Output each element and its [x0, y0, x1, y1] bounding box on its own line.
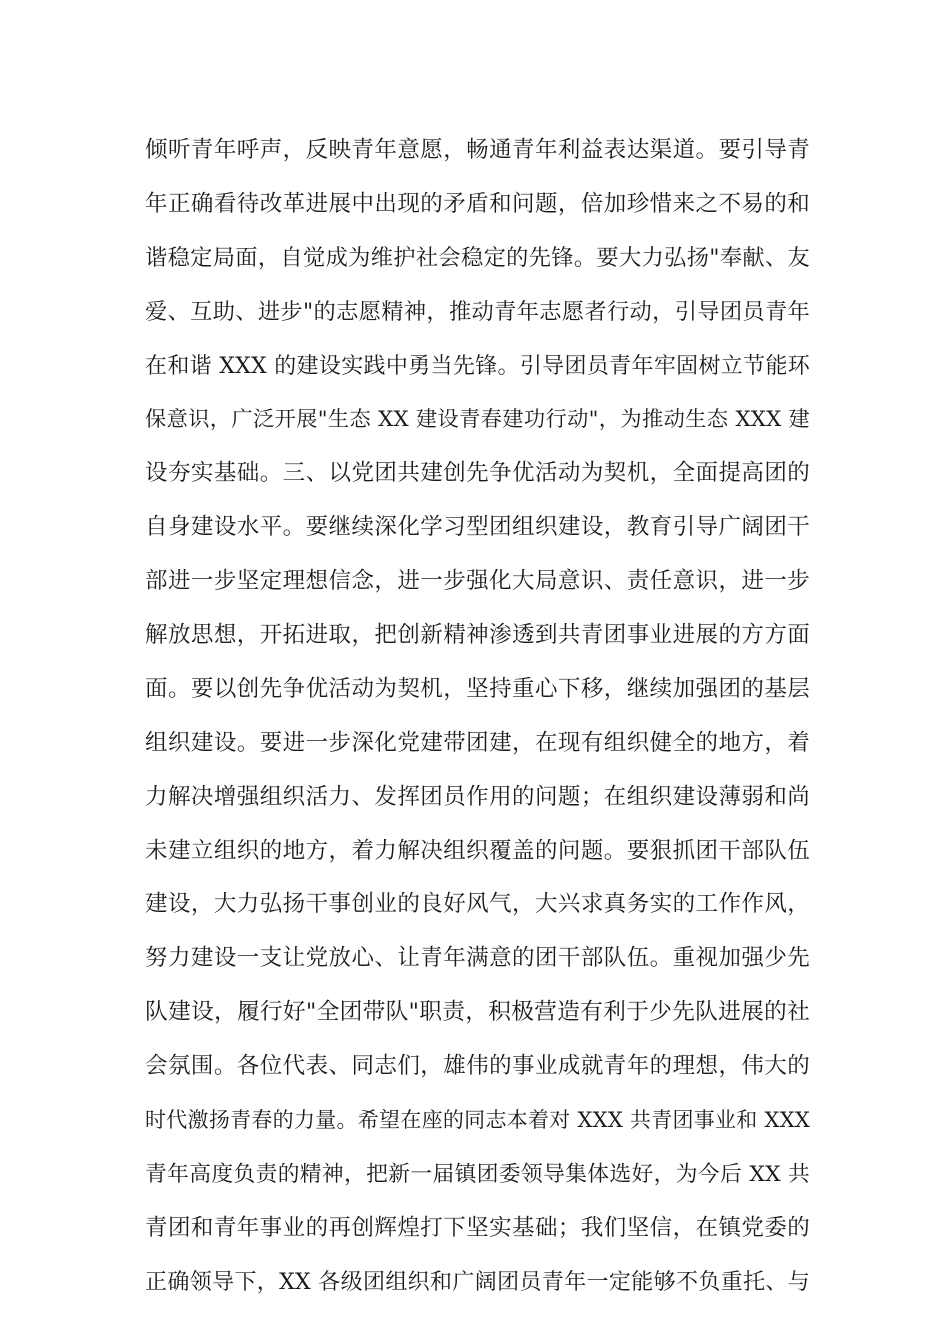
- text-line: 队建设，履行好"全团带队"职责，积极营造有利于少先队进展的社: [145, 999, 810, 1026]
- text-line: 倾听青年呼声，反映青年意愿，畅通青年利益表达渠道。要引导青: [145, 137, 810, 163]
- text-line: 在和谐 XXX 的建设实践中勇当先锋。引导团员青年牢固树立节能环: [145, 353, 810, 379]
- text-line: 年正确看待改革进展中出现的矛盾和问题，倍加珍惜来之不易的和: [145, 190, 810, 217]
- text-line: 谐稳定局面，自觉成为维护社会稳定的先锋。要大力弘扬"奉献、友: [145, 244, 810, 271]
- text-line: 解放思想，开拓进取，把创新精神渗透到共青团事业进展的方方面: [145, 622, 810, 649]
- text-line: 青年高度负责的精神，把新一届镇团委领导集体选好，为今后 XX 共: [145, 1161, 810, 1187]
- text-line: 自身建设水平。要继续深化学习型团组织建设，教育引导广阔团干: [145, 514, 810, 541]
- text-line: 力解决增强组织活力、发挥团员作用的问题；在组织建设薄弱和尚: [145, 783, 810, 810]
- text-line: 部进一步坚定理想信念，进一步强化大局意识、责任意识，进一步: [145, 568, 810, 595]
- text-line: 未建立组织的地方，着力解决组织覆盖的问题。要狠抓团干部队伍: [145, 837, 810, 864]
- text-line: 保意识，广泛开展"生态 XX 建设青春建功行动"，为推动生态 XXX 建: [145, 407, 810, 433]
- body-text: [145, 124, 810, 1310]
- text-line: 青团和青年事业的再创辉煌打下坚实基础；我们坚信，在镇党委的: [145, 1214, 810, 1241]
- text-line: 面。要以创先争优活动为契机，坚持重心下移，继续加强团的基层: [145, 675, 810, 702]
- text-line: 组织建设。要进一步深化党建带团建，在现有组织健全的地方，着: [145, 729, 810, 756]
- text-line: 正确领导下，XX 各级团组织和广阔团员青年一定能够不负重托、与: [145, 1269, 810, 1295]
- text-line: 爱、互助、进步"的志愿精神，推动青年志愿者行动，引导团员青年: [145, 298, 810, 325]
- text-line: 时代激扬青春的力量。希望在座的同志本着对 XXX 共青团事业和 XXX: [145, 1108, 810, 1133]
- text-line: 设夯实基础。三、以党团共建创先争优活动为契机，全面提高团的: [145, 460, 810, 487]
- text-line: 会氛围。各位代表、同志们，雄伟的事业成就青年的理想，伟大的: [145, 1053, 810, 1080]
- text-line: 努力建设一支让党放心、让青年满意的团干部队伍。重视加强少先: [145, 945, 810, 972]
- text-line: 建设，大力弘扬干事创业的良好风气，大兴求真务实的工作作风，: [145, 891, 810, 918]
